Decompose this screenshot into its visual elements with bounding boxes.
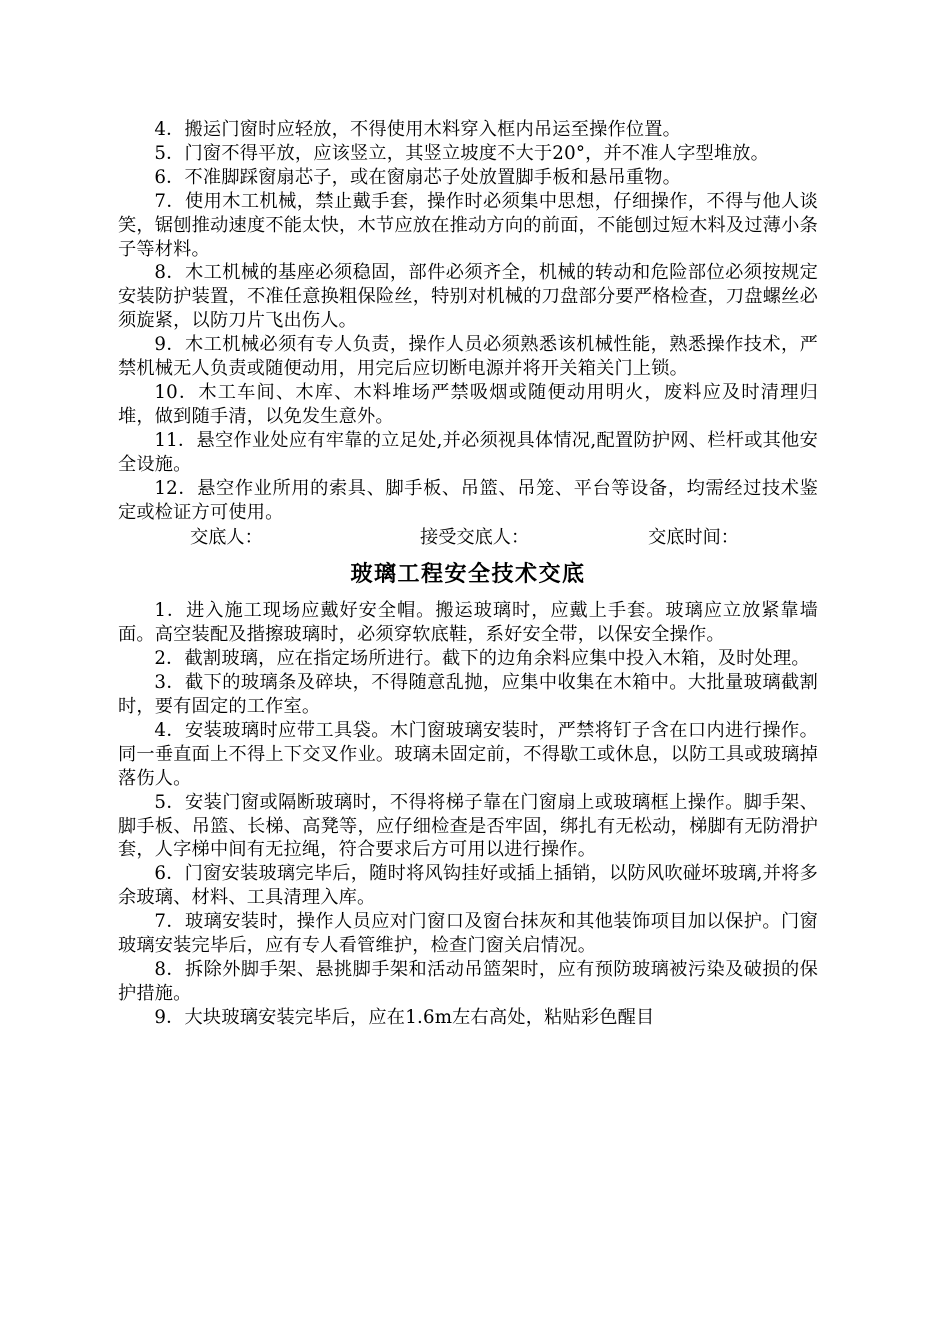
glass-item-9: 9．大块玻璃安装完毕后，应在1.6m左右高处，粘贴彩色醒目 (154, 1006, 655, 1028)
glass-item-3: 3．截下的玻璃条及碎块，不得随意乱抛，应集中收集在木箱中。大批量玻璃截割时，要有固定的工作室。 (118, 672, 818, 718)
document-body (118, 118, 818, 1030)
carpentry-item-5: 5．门窗不得平放，应该竖立，其竖立坡度不大于20°，并不准人字型堆放。 (154, 142, 770, 164)
disclosure-time-label: 交底时间： (648, 527, 739, 549)
glass-item-6: 6．门窗安装玻璃完毕后，随时将风钩挂好或插上插销，以防风吹碰坏玻璃,并将多余玻璃、材料、工具清理入库。 (118, 863, 818, 909)
carpentry-safety-items (118, 118, 818, 524)
carpentry-item-8: 8．木工机械的基座必须稳固，部件必须齐全，机械的转动和危险部位必须按规定安装防护装置，不准任意换粗保险丝，特别对机械的刀盘部分要严格检查，刀盘螺丝必须旋紧，以防刀片飞出伤人。 (118, 262, 818, 332)
carpentry-item-12: 12．悬空作业所用的索具、脚手板、吊篮、吊笼、平台等设备，均需经过技术鉴定或检证方可使用。 (118, 477, 818, 523)
glass-item-5: 5．安装门窗或隔断玻璃时，不得将梯子靠在门窗扇上或玻璃框上操作。脚手架、脚手板、吊篮、长梯、高凳等，应仔细检查是否牢固，绑扎有无松动，梯脚有无防滑护套，人字梯中间有无拉绳，符合要求后方可用以进行操作。 (118, 791, 818, 861)
carpentry-item-11: 11．悬空作业处应有牢靠的立足处,并必须视具体情况,配置防护网、栏杆或其他安全设施。 (118, 429, 818, 475)
carpentry-item-6: 6．不准脚踩窗扇芯子，或在窗扇芯子处放置脚手板和悬吊重物。 (154, 166, 682, 188)
glass-item-4: 4．安装玻璃时应带工具袋。木门窗玻璃安装时，严禁将钉子含在口内进行操作。同一垂直面上不得上下交叉作业。玻璃未固定前，不得歇工或休息，以防工具或玻璃掉落伤人。 (118, 719, 818, 789)
glass-item-1: 1．进入施工现场应戴好安全帽。搬运玻璃时，应戴上手套。玻璃应立放紧靠墙面。高空装配及揩擦玻璃时，必须穿软底鞋，系好安全带，以保安全操作。 (118, 600, 818, 646)
receiver-label: 接受交底人： (420, 527, 530, 549)
carpentry-item-7: 7．使用木工机械，禁止戴手套，操作时必须集中思想，仔细操作，不得与他人谈笑，锯刨推动速度不能太快，木节应放在推动方向的前面，不能刨过短木料及过薄小条子等材料。 (118, 190, 818, 260)
carpentry-item-10: 10．木工车间、木库、木料堆场严禁吸烟或随便动用明火，废料应及时清理归堆，做到随手清，以免发生意外。 (118, 381, 818, 427)
glass-safety-items (118, 599, 818, 1029)
glass-item-7: 7．玻璃安装时，操作人员应对门窗口及窗台抹灰和其他装饰项目加以保护。门窗玻璃安装完毕后，应有专人看管维护，检查门窗关启情况。 (118, 911, 818, 957)
section-title: 玻璃工程安全技术交底 (350, 561, 586, 588)
carpentry-item-4: 4．搬运门窗时应轻放，不得使用木料穿入框内吊运至操作位置。 (154, 119, 682, 140)
glass-item-2: 2．截割玻璃，应在指定场所进行。截下的边角余料应集中投入木箱，及时处理。 (154, 648, 810, 670)
discloser-label: 交底人： (190, 527, 263, 549)
signature-row (118, 524, 818, 551)
carpentry-item-9: 9．木工机械必须有专人负责，操作人员必须熟悉该机械性能，熟悉操作技术，严禁机械无人负责或随便动用，用完后应切断电源并将开关箱关门上锁。 (118, 334, 818, 380)
glass-item-8: 8．拆除外脚手架、悬挑脚手架和活动吊篮架时，应有预防玻璃被污染及破损的保护措施。 (118, 959, 818, 1004)
